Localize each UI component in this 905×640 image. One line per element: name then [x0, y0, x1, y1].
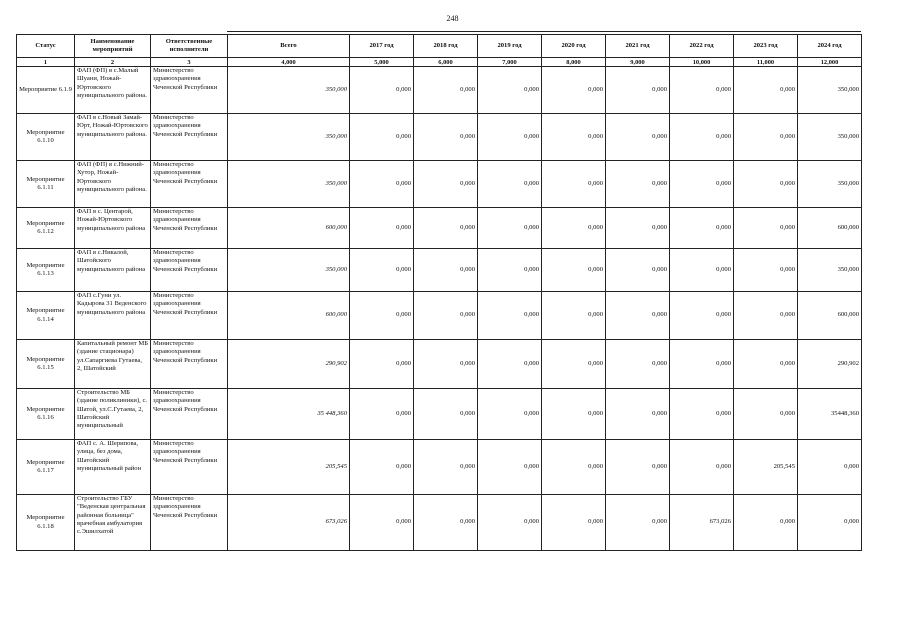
row-year-value: 0,000: [350, 495, 414, 551]
row-total: 350,000: [228, 249, 350, 292]
row-name: Строительство МБ (здание поликлиники), с. Шатой, ул.С.Гутаева, 2, Шатойский муниципальный: [75, 389, 151, 440]
row-year-value: 35448,360: [798, 389, 862, 440]
row-year-value: 0,000: [478, 440, 542, 495]
column-number: 7,000: [478, 58, 542, 67]
row-year-value: 0,000: [414, 114, 478, 161]
row-year-value: 0,000: [606, 292, 670, 340]
row-year-value: 0,000: [414, 495, 478, 551]
header-year: 2022 год: [670, 35, 734, 58]
column-number: 2: [75, 58, 151, 67]
row-name: ФАП (ФП) в с.Нижний-Хутор, Ножай-Юртовского муниципального района.: [75, 161, 151, 208]
table-row: [17, 161, 862, 208]
row-year-value: 0,000: [542, 208, 606, 249]
table-row: [17, 114, 862, 161]
row-year-value: 600,000: [798, 208, 862, 249]
header-year: 2020 год: [542, 35, 606, 58]
row-year-value: 0,000: [734, 161, 798, 208]
header-executor: Ответственные исполнители: [151, 35, 228, 58]
row-name: ФАП (ФП) в с.Малый Шуани, Ножай-Юртовского муниципального района.: [75, 67, 151, 114]
row-year-value: 290,902: [798, 340, 862, 389]
row-year-value: 0,000: [350, 67, 414, 114]
row-year-value: 0,000: [798, 440, 862, 495]
row-year-value: 0,000: [606, 495, 670, 551]
table-row: [17, 389, 862, 440]
row-year-value: 0,000: [478, 249, 542, 292]
column-number-row: [17, 58, 862, 67]
row-name: ФАП с.Гуни ул. Кадырова 31 Веденского муниципального района: [75, 292, 151, 340]
header-year: 2017 год: [350, 35, 414, 58]
row-name: ФАП в с. Центарой, Ножай-Юртовского муниципального района: [75, 208, 151, 249]
column-number: 11,000: [734, 58, 798, 67]
row-year-value: 0,000: [798, 495, 862, 551]
row-year-value: 0,000: [350, 340, 414, 389]
row-year-value: 0,000: [542, 340, 606, 389]
header-year: 2023 год: [734, 35, 798, 58]
row-year-value: 0,000: [734, 495, 798, 551]
row-name: Капитальный ремонт МБ (здание стационара) ул.Сапаргиева Гутаева, 2, Шатойский: [75, 340, 151, 389]
row-year-value: 0,000: [414, 161, 478, 208]
row-total: 600,000: [228, 292, 350, 340]
row-year-value: 0,000: [542, 440, 606, 495]
header-top-rule: [227, 31, 861, 32]
row-year-value: 350,000: [798, 114, 862, 161]
row-year-value: 0,000: [670, 440, 734, 495]
table-row: [17, 67, 862, 114]
row-executor: Министерство здравоохранения Чеченской Республики: [151, 114, 228, 161]
row-year-value: 0,000: [414, 389, 478, 440]
row-year-value: 0,000: [670, 208, 734, 249]
row-year-value: 350,000: [798, 161, 862, 208]
row-year-value: 673,026: [670, 495, 734, 551]
row-total: 205,545: [228, 440, 350, 495]
row-year-value: 0,000: [734, 389, 798, 440]
row-year-value: 0,000: [478, 495, 542, 551]
row-year-value: 0,000: [542, 292, 606, 340]
row-year-value: 0,000: [414, 292, 478, 340]
header-year: 2024 год: [798, 35, 862, 58]
row-year-value: 0,000: [542, 249, 606, 292]
row-year-value: 0,000: [734, 292, 798, 340]
row-year-value: 0,000: [670, 249, 734, 292]
row-year-value: 0,000: [670, 292, 734, 340]
row-year-value: 0,000: [542, 67, 606, 114]
row-total: 35 448,360: [228, 389, 350, 440]
row-year-value: 0,000: [478, 161, 542, 208]
row-year-value: 0,000: [542, 389, 606, 440]
row-year-value: 0,000: [734, 208, 798, 249]
row-year-value: 0,000: [670, 389, 734, 440]
row-year-value: 0,000: [542, 161, 606, 208]
column-number: 9,000: [606, 58, 670, 67]
row-year-value: 0,000: [414, 340, 478, 389]
table-row: [17, 292, 862, 340]
header-row: [17, 35, 862, 58]
row-year-value: 350,000: [798, 67, 862, 114]
row-total: 350,000: [228, 67, 350, 114]
row-status: Мероприятие 6.1.18: [17, 495, 75, 551]
column-number: 12,000: [798, 58, 862, 67]
column-number: 10,000: [670, 58, 734, 67]
row-year-value: 0,000: [478, 389, 542, 440]
row-year-value: 0,000: [606, 114, 670, 161]
header-status: Статус: [17, 35, 75, 58]
row-executor: Министерство здравоохранения Чеченской Республики: [151, 161, 228, 208]
row-total: 350,000: [228, 161, 350, 208]
column-number: 5,000: [350, 58, 414, 67]
row-year-value: 0,000: [350, 114, 414, 161]
page-number: 248: [446, 14, 459, 23]
row-year-value: 0,000: [350, 389, 414, 440]
row-year-value: 0,000: [478, 340, 542, 389]
row-year-value: 0,000: [478, 67, 542, 114]
row-executor: Министерство здравоохранения Чеченской Республики: [151, 440, 228, 495]
row-status: Мероприятие 6.1.16: [17, 389, 75, 440]
row-year-value: 0,000: [414, 440, 478, 495]
row-year-value: 0,000: [478, 208, 542, 249]
row-status: Мероприятие 6.1.17: [17, 440, 75, 495]
column-number: 8,000: [542, 58, 606, 67]
row-year-value: 0,000: [606, 161, 670, 208]
row-status: Мероприятие 6.1.10: [17, 114, 75, 161]
row-year-value: 0,000: [734, 114, 798, 161]
row-year-value: 0,000: [606, 340, 670, 389]
row-year-value: 0,000: [478, 114, 542, 161]
row-year-value: 0,000: [734, 249, 798, 292]
header-total: Всего: [228, 35, 350, 58]
table-row: [17, 440, 862, 495]
row-year-value: 205,545: [734, 440, 798, 495]
row-executor: Министерство здравоохранения Чеченской Республики: [151, 292, 228, 340]
row-year-value: 600,000: [798, 292, 862, 340]
row-executor: Министерство здравоохранения Чеченской Республики: [151, 495, 228, 551]
row-year-value: 0,000: [542, 495, 606, 551]
row-executor: Министерство здравоохранения Чеченской Республики: [151, 249, 228, 292]
table-row: [17, 495, 862, 551]
row-year-value: 0,000: [670, 161, 734, 208]
row-status: Мероприятие 6.1.9: [17, 67, 75, 114]
row-year-value: 0,000: [734, 67, 798, 114]
row-year-value: 0,000: [734, 340, 798, 389]
row-year-value: 0,000: [414, 208, 478, 249]
row-year-value: 0,000: [350, 161, 414, 208]
row-status: Мероприятие 6.1.13: [17, 249, 75, 292]
row-year-value: 0,000: [350, 208, 414, 249]
row-total: 350,000: [228, 114, 350, 161]
row-year-value: 0,000: [478, 292, 542, 340]
table-row: [17, 340, 862, 389]
row-year-value: 0,000: [542, 114, 606, 161]
row-year-value: 350,000: [798, 249, 862, 292]
row-year-value: 0,000: [670, 114, 734, 161]
row-name: ФАП в с.Никалой, Шатойского муниципального района: [75, 249, 151, 292]
row-year-value: 0,000: [606, 249, 670, 292]
row-total: 673,026: [228, 495, 350, 551]
header-year: 2021 год: [606, 35, 670, 58]
row-year-value: 0,000: [606, 67, 670, 114]
row-year-value: 0,000: [414, 249, 478, 292]
column-number: 4,000: [228, 58, 350, 67]
row-year-value: 0,000: [350, 440, 414, 495]
row-year-value: 0,000: [670, 340, 734, 389]
row-executor: Министерство здравоохранения Чеченской Республики: [151, 67, 228, 114]
column-number: 1: [17, 58, 75, 67]
row-year-value: 0,000: [350, 292, 414, 340]
row-status: Мероприятие 6.1.15: [17, 340, 75, 389]
row-year-value: 0,000: [606, 440, 670, 495]
table-row: [17, 249, 862, 292]
row-year-value: 0,000: [350, 249, 414, 292]
row-year-value: 0,000: [670, 67, 734, 114]
row-total: 600,000: [228, 208, 350, 249]
header-year: 2019 год: [478, 35, 542, 58]
row-executor: Министерство здравоохранения Чеченской Республики: [151, 208, 228, 249]
column-number: 6,000: [414, 58, 478, 67]
row-year-value: 0,000: [606, 389, 670, 440]
table-row: [17, 208, 862, 249]
row-total: 290,902: [228, 340, 350, 389]
row-year-value: 0,000: [414, 67, 478, 114]
row-status: Мероприятие 6.1.11: [17, 161, 75, 208]
row-executor: Министерство здравоохранения Чеченской Республики: [151, 389, 228, 440]
row-name: ФАП в с.Новый Замай-Юрт, Ножай-Юртовского муниципального района.: [75, 114, 151, 161]
column-number: 3: [151, 58, 228, 67]
row-name: ФАП с. А. Шерипова, улица, без дома, Шатойский муниципальный район: [75, 440, 151, 495]
header-name: Наименование мероприятий: [75, 35, 151, 58]
row-status: Мероприятие 6.1.12: [17, 208, 75, 249]
row-year-value: 0,000: [606, 208, 670, 249]
row-executor: Министерство здравоохранения Чеченской Республики: [151, 340, 228, 389]
row-status: Мероприятие 6.1.14: [17, 292, 75, 340]
header-year: 2018 год: [414, 35, 478, 58]
row-name: Строительство ГБУ "Веденская центральная районная больница" врачебная амбулатория с.Эшилхатой: [75, 495, 151, 551]
budget-table: [16, 34, 862, 551]
